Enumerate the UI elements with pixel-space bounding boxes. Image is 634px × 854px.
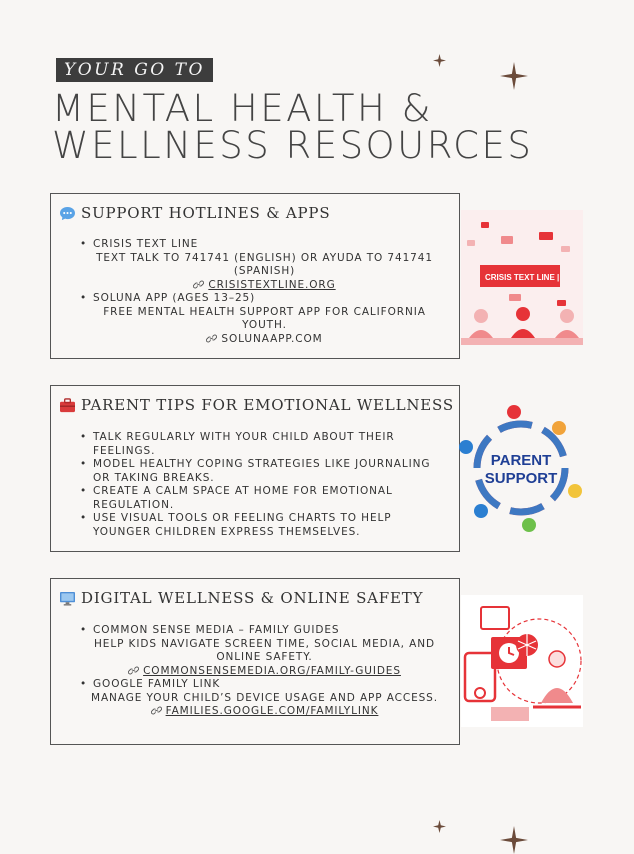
list-item xyxy=(80,692,449,706)
list-item xyxy=(80,333,449,347)
resource-description: TEXT TALK TO 741741 (ENGLISH) OR AYUDA TO 741741 (SPANISH) xyxy=(96,251,433,277)
section-title: DIGITAL WELLNESS & ONLINE SAFETY xyxy=(81,589,424,607)
list-item xyxy=(80,512,449,539)
section-heading xyxy=(59,204,330,222)
resource-link[interactable]: FAMILIES.GOOGLE.COM/FAMILYLINK xyxy=(165,705,379,717)
tip-text: • USE VISUAL TOOLS OR FEELING CHARTS TO HELP YOUNGER CHILDREN EXPRESS THEMSELVES. xyxy=(93,512,392,538)
resource-description: HELP KIDS NAVIGATE SCREEN TIME, SOCIAL MEDIA, AND ONLINE SAFETY. xyxy=(94,637,435,663)
list-item xyxy=(80,279,449,293)
resource-name: • COMMON SENSE MEDIA – FAMILY GUIDES xyxy=(93,624,340,636)
section-title: PARENT TIPS FOR EMOTIONAL WELLNESS xyxy=(81,396,454,414)
resource-list xyxy=(80,624,449,719)
link-icon xyxy=(151,706,162,715)
list-item xyxy=(80,678,449,692)
resource-list xyxy=(80,238,449,346)
list-item xyxy=(80,292,449,306)
page-title-line-1: MENTAL HEALTH & xyxy=(52,87,433,130)
resource-name: • SOLUNA APP (AGES 13–25) xyxy=(93,292,256,304)
resource-link[interactable]: SOLUNAAPP.COM xyxy=(221,332,323,345)
digital-wellness-card xyxy=(50,578,460,745)
parent-tips-card xyxy=(50,385,460,552)
resource-link[interactable]: COMMONSENSEMEDIA.ORG/FAMILY-GUIDES xyxy=(143,664,401,677)
link-icon xyxy=(193,280,204,289)
toolbox-icon xyxy=(59,398,76,413)
section-heading xyxy=(59,589,423,607)
list-item xyxy=(80,665,449,679)
section-title: SUPPORT HOTLINES & APPS xyxy=(81,204,331,222)
sparkle-icon xyxy=(500,62,528,90)
illustration-text-parent: PARENT xyxy=(490,452,552,469)
tip-text: • CREATE A CALM SPACE AT HOME FOR EMOTIONAL REGULATION. xyxy=(93,485,393,511)
resource-link[interactable]: CRISISTEXTLINE.ORG xyxy=(208,278,336,291)
page-title-line-2: WELLNESS RESOURCES xyxy=(52,124,534,167)
link-icon xyxy=(206,334,217,343)
list-item xyxy=(80,624,449,638)
sparkle-icon xyxy=(433,820,446,833)
parent-support-illustration xyxy=(459,403,583,533)
list-item xyxy=(80,458,449,485)
header-tag: YOUR GO TO xyxy=(56,58,213,82)
tip-text: • TALK REGULARLY WITH YOUR CHILD ABOUT THEIR FEELINGS. xyxy=(93,431,395,457)
list-item xyxy=(80,431,449,458)
link-icon xyxy=(128,666,139,675)
list-item xyxy=(80,485,449,512)
list-item xyxy=(80,306,449,333)
crisis-text-line-illustration xyxy=(461,210,583,345)
resource-name: • CRISIS TEXT LINE xyxy=(93,238,199,250)
list-item xyxy=(80,705,449,719)
list-item xyxy=(80,638,449,665)
page-title xyxy=(52,87,534,167)
speech-bubble-icon xyxy=(59,206,76,221)
sparkle-icon xyxy=(500,826,528,854)
list-item xyxy=(80,238,449,252)
illustration-text: CRISIS TEXT LINE | xyxy=(485,273,560,282)
tip-text: • MODEL HEALTHY COPING STRATEGIES LIKE JOURNALING OR TAKING BREAKS. xyxy=(93,458,431,484)
illustration-text-support: SUPPORT xyxy=(484,470,558,487)
computer-monitor-icon xyxy=(59,591,76,606)
sparkle-icon xyxy=(433,54,446,67)
support-hotlines-card xyxy=(50,193,460,359)
resource-description: MANAGE YOUR CHILD’S DEVICE USAGE AND APP ACCESS. xyxy=(91,691,438,704)
resource-name: • GOOGLE FAMILY LINK xyxy=(93,678,221,690)
tips-list xyxy=(80,431,449,539)
digital-wellness-illustration xyxy=(461,595,583,727)
section-heading xyxy=(59,396,454,414)
list-item xyxy=(80,252,449,279)
resource-description: FREE MENTAL HEALTH SUPPORT APP FOR CALIFORNIA YOUTH. xyxy=(103,305,426,331)
